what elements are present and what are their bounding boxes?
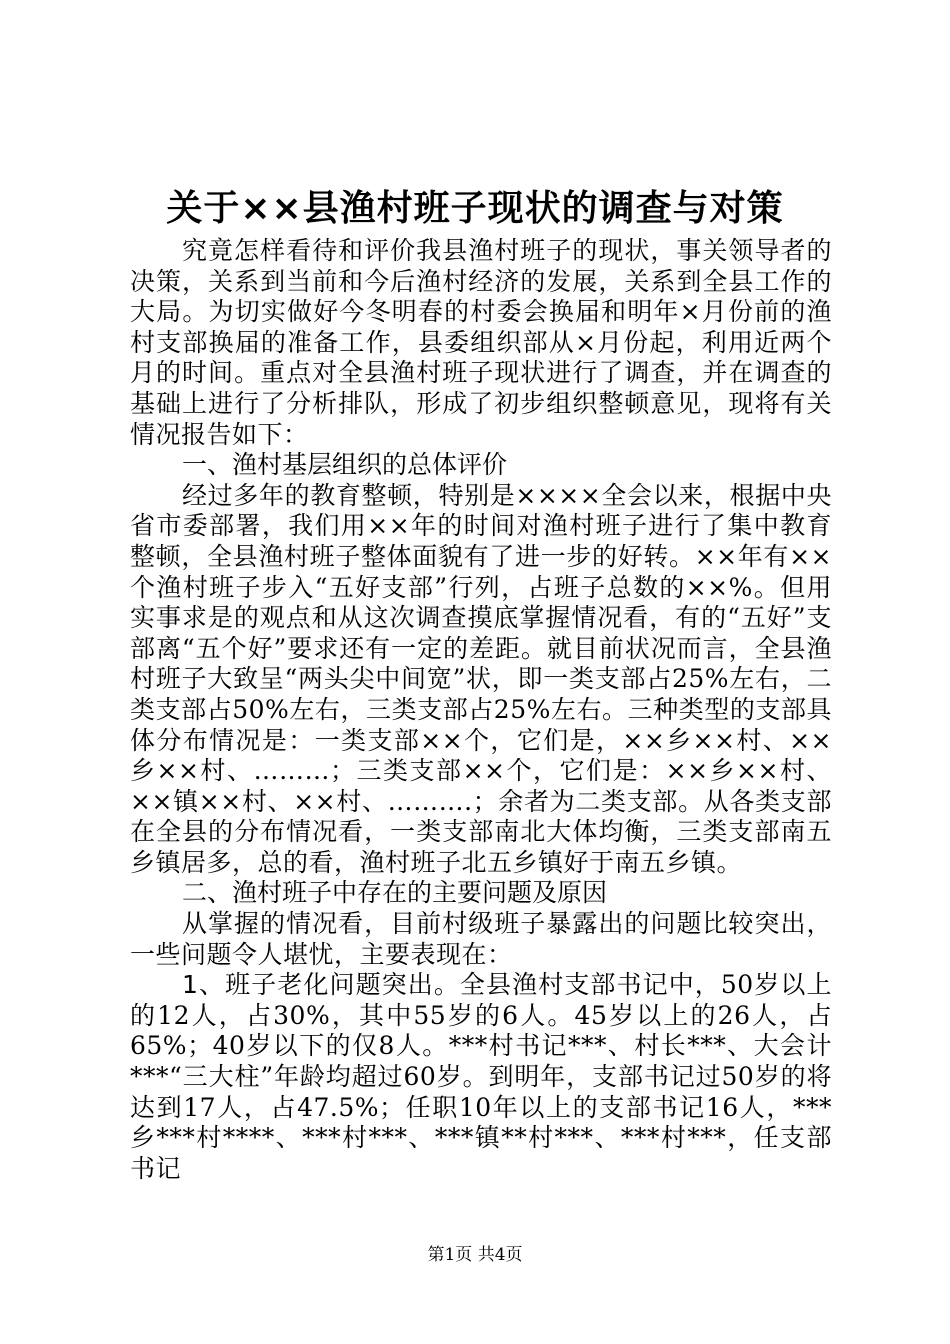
section-1-paragraph: 经过多年的教育整顿，特别是××××全会以来，根据中央省市委部署，我们用××年的时间对渔村班子进行了集中教育整顿，全县渔村班子整体面貌有了进一步的好转。××年有××个渔村班子步入“五好支部”行列，占班子总数的××%。但用实事求是的观点和从这次调查摸底掌握情况看，有的“五好”支部离“五个好”要求还有一定的差距。就目前状况而言，全县渔村班子大致呈“两头尖中间宽”状，即一类支部占25%左右，二类支部占50%左右，三类支部占25%左右。三种类型的支部具体分布情况是：一类支部××个，它们是，××乡××村、××乡××村、………；三类支部××个，它们是：××乡××村、××镇××村、××村、……….；余者为二类支部。从各类支部在全县的分布情况看，一类支部南北大体均衡，三类支部南五乡镇居多，总的看，渔村班子北五乡镇好于南五乡镇。 — [130, 480, 832, 877]
section-2-intro-paragraph: 从掌握的情况看，目前村级班子暴露出的问题比较突出，一些问题令人堪忧，主要表现在： — [130, 909, 832, 969]
document-title: 关于××县渔村班子现状的调查与对策 — [166, 188, 784, 229]
item-1-paragraph — [130, 970, 832, 1184]
intro-paragraph: 究竟怎样看待和评价我县渔村班子的现状，事关领导者的决策，关系到当前和今后渔村经济的发展，关系到全县工作的大局。为切实做好今冬明春的村委会换届和明年×月份前的渔村支部换届的准备工作，县委组织部从×月份起，利用近两个月的时间。重点对全县渔村班子现状进行了调查，并在调查的基础上进行了分析排队，形成了初步组织整顿意见，现将有关情况报告如下： — [130, 236, 832, 449]
item-1-lead: 1、班子老化问题突出。 — [182, 970, 460, 1000]
section-heading-2: 二、渔村班子中存在的主要问题及原因 — [182, 878, 608, 908]
section-heading-1: 一、渔村基层组织的总体评价 — [182, 450, 508, 480]
item-1-text: 全县渔村支部书记中，50岁以上的12人，占30%，其中55岁的6人。45岁以上的26人，占65%；40岁以下的仅8人。***村书记***、村长***、大会计***“三大柱”年龄均超过60岁。到明年，支部书记过50岁的将达到17人，占47.5%；任职10年以上的支部书记16人，***乡***村****、***村***、***镇**村***、***村***，任支部书记 — [130, 970, 832, 1183]
document-body — [130, 236, 832, 1184]
page-footer: 第1页 共4页 — [427, 1245, 523, 1265]
